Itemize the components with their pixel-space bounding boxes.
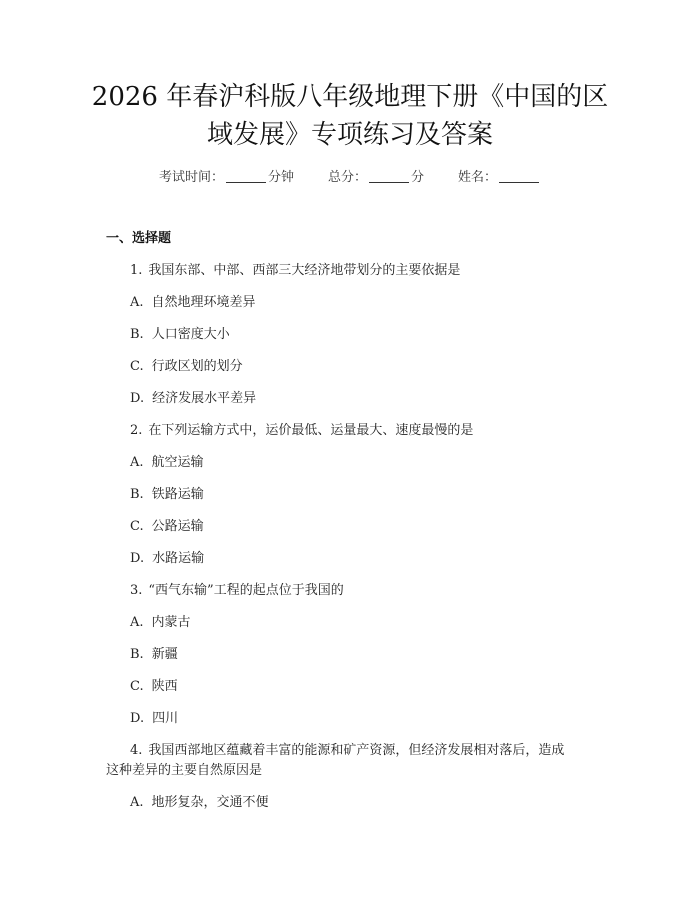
- option-text: 行政区划的划分: [151, 359, 243, 374]
- option-text: 水路运输: [152, 551, 205, 566]
- option-letter: D.: [130, 711, 145, 726]
- option-text: 陕西: [151, 679, 178, 694]
- title-line-1: 2026 年春沪科版八年级地理下册《中国的区: [91, 82, 609, 112]
- question-number: 4.: [130, 743, 143, 758]
- option-text: 经济发展水平差异: [152, 391, 257, 406]
- question-1-option-c: [130, 357, 243, 377]
- question-text: 我国西部地区蕴藏着丰富的能源和矿产资源，但经济发展相对落后，造成: [148, 743, 565, 758]
- question-text-continued: 这种差异的主要自然原因是: [106, 763, 263, 778]
- question-3-option-a: [130, 613, 191, 633]
- question-1-option-b: [130, 325, 230, 345]
- option-letter: C.: [130, 679, 144, 694]
- option-text: 四川: [152, 711, 179, 726]
- option-letter: D.: [130, 551, 145, 566]
- option-letter: A.: [130, 295, 144, 310]
- question-3-option-b: [130, 645, 178, 665]
- option-letter: D.: [130, 391, 145, 406]
- question-1-option-a: [130, 293, 256, 313]
- option-text: 铁路运输: [151, 487, 204, 502]
- option-letter: A.: [130, 455, 144, 470]
- question-4-line-1: [130, 741, 564, 761]
- question-number: 3.: [130, 583, 143, 598]
- question-4-line-2: [106, 761, 262, 781]
- option-letter: B.: [130, 487, 144, 502]
- question-number: 2.: [130, 423, 143, 438]
- score-blank: [369, 168, 409, 183]
- option-text: 内蒙古: [151, 615, 191, 630]
- option-letter: B.: [130, 327, 144, 342]
- score-unit: 分: [411, 170, 425, 185]
- question-2-option-d: [130, 549, 204, 569]
- question-2-option-c: [130, 517, 204, 537]
- time-label: 考试时间：: [158, 170, 224, 185]
- time-blank: [226, 168, 266, 183]
- document-title: [60, 78, 640, 154]
- title-line-2: 域发展》专项练习及答案: [206, 120, 493, 150]
- question-2-option-b: [130, 485, 204, 505]
- option-letter: A.: [130, 795, 144, 810]
- option-text: 自然地理环境差异: [151, 295, 256, 310]
- question-3: [130, 581, 344, 601]
- name-blank: [499, 168, 539, 183]
- question-2: [130, 421, 473, 441]
- question-text: 在下列运输方式中，运价最低、运量最大、速度最慢的是: [148, 423, 474, 438]
- score-label: 总分：: [327, 170, 367, 185]
- question-4-option-a: [130, 793, 269, 813]
- question-3-option-c: [130, 677, 178, 697]
- question-1-option-d: [130, 389, 256, 409]
- option-text: 新疆: [151, 647, 178, 662]
- option-text: 公路运输: [151, 519, 204, 534]
- question-number: 1.: [130, 263, 143, 278]
- option-letter: C.: [130, 359, 144, 374]
- option-letter: B.: [130, 647, 144, 662]
- name-label: 姓名：: [458, 170, 498, 185]
- option-letter: C.: [130, 519, 144, 534]
- question-3-option-d: [130, 709, 178, 729]
- exam-meta: [0, 168, 700, 188]
- section-heading: 一、选择题: [106, 231, 172, 246]
- question-text: 我国东部、中部、西部三大经济地带划分的主要依据是: [148, 263, 461, 278]
- option-letter: A.: [130, 615, 144, 630]
- question-1: [130, 261, 460, 281]
- question-2-option-a: [130, 453, 204, 473]
- time-unit: 分钟: [267, 170, 294, 185]
- option-text: 航空运输: [151, 455, 204, 470]
- option-text: 人口密度大小: [151, 327, 230, 342]
- option-text: 地形复杂，交通不便: [151, 795, 269, 810]
- question-text: “西气东输”工程的起点位于我国的: [148, 583, 344, 598]
